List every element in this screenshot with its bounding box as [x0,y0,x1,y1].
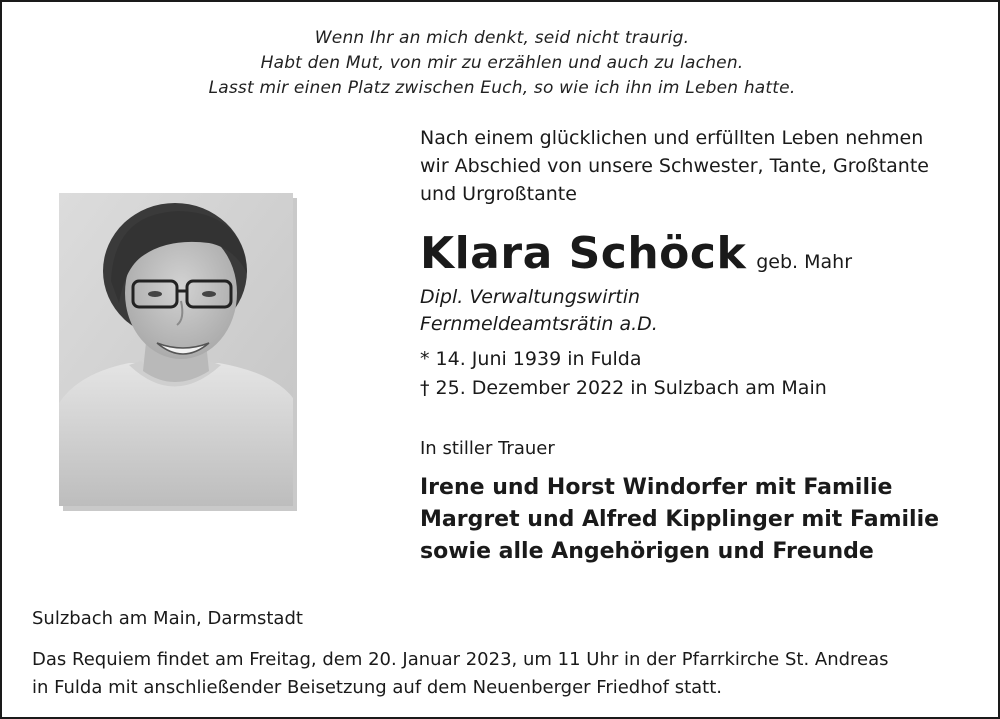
life-dates [420,345,827,403]
poem-line: Wenn Ihr an mich denkt, seid nicht traurig. [314,28,690,48]
portrait-image [59,193,293,506]
intro-line: wir Abschied von unsere Schwester, Tante, Großtante [420,155,929,177]
mourner-line: Irene und Horst Windorfer mit Familie [420,475,893,500]
deceased-name [420,228,852,279]
memorial-poem [2,26,1000,101]
title-line: Dipl. Verwaltungswirtin [420,286,641,308]
poem-line: Habt den Mut, von mir zu erzählen und auch zu lachen. [260,53,744,73]
mourner-line: Margret und Alfred Kipplinger mit Familie [420,507,940,532]
place-line: Sulzbach am Main, Darmstadt [32,608,303,629]
professional-titles [420,284,658,338]
birth-date: * 14. Juni 1939 in Fulda [420,348,642,370]
portrait-photo [59,193,293,506]
mourning-heading: In stiller Trauer [420,438,555,459]
death-date: † 25. Dezember 2022 in Sulzbach am Main [420,377,827,399]
requiem-info [32,646,889,702]
requiem-line: in Fulda mit anschließender Beisetzung auf dem Neuenberger Friedhof statt. [32,677,723,698]
poem-line: Lasst mir einen Platz zwischen Euch, so wie ich ihn im Leben hatte. [208,78,796,98]
full-name: Klara Schöck [420,228,747,279]
intro-line: und Urgroßtante [420,183,577,205]
requiem-line: Das Requiem findet am Freitag, dem 20. Januar 2023, um 11 Uhr in der Pfarrkirche St. Andreas [32,649,889,670]
intro-text [420,124,929,208]
title-line: Fernmeldeamtsrätin a.D. [420,313,658,335]
mourner-line: sowie alle Angehörigen und Freunde [420,539,874,564]
mourners-list [420,472,939,568]
intro-line: Nach einem glücklichen und erfüllten Leben nehmen [420,127,924,149]
birth-name: geb. Mahr [756,251,853,273]
